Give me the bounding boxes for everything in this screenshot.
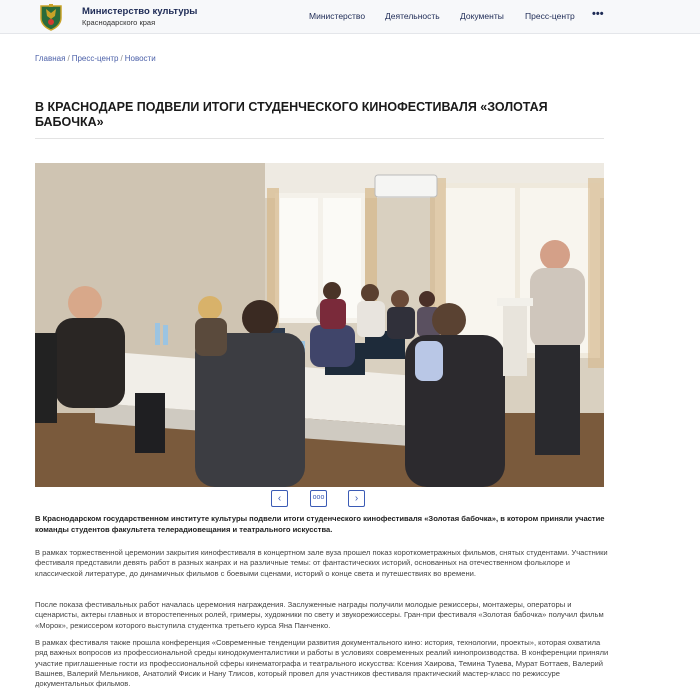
article-paragraph: В рамках торжественной церемонии закрытия кинофестиваля в концертном зале вуза прошел показ короткометражных фильмов, снятых студентами. Участники фестиваля представили девять работ в разных жанрах и на различные темы: от фантастических историй, основанных на отечественном фольклоре и классической литературе, до динамичных фильмов с боевыми сценами, историй о конце света и путешествиях во времени. (35, 548, 608, 578)
article-photo[interactable] (35, 163, 604, 487)
nav-item-ministry[interactable]: Министерство (309, 11, 366, 21)
article-paragraph: В рамках фестиваля также прошла конференция «Современные тенденции развития документального кино: история, технологии, проекты», которая охватила ряд важных вопросов из профессиональной среды кинодокументалистики и работы в условиях современных реалий кинопроизводства. В конференции приняли участие приглашенные гости из профессиональной сферы кинематографа и театрального искусства: Ксения Хаирова, Темина Туаева, Мурат Боттаев, Валерий Вашнев, Валерий Мельников, Анатолий Фисик и Нану Тлисов, который провел для участников фестиваля практический мастер-класс по режиссуре документальных фильмов. (35, 638, 609, 689)
brand-title[interactable]: Министерство культуры (82, 6, 198, 17)
slider-next-button[interactable]: › (348, 490, 365, 507)
more-menu-icon[interactable]: ••• (592, 8, 604, 20)
article-paragraph: После показа фестивальных работ началась церемония награждения. Заслуженные награды получили молодые режиссеры, монтажеры, операторы и сценаристы, актеры главных и второстепенных ролей, гримеры, художники по свету и звукорежиссеры. Гран-при фестиваля «Золотая бабочка» получил фильм «Морок», режиссером которого выступила студентка третьего курса Яна Панченко. (35, 600, 604, 630)
breadcrumb-separator: / (120, 54, 123, 63)
nav-item-press-center[interactable]: Пресс-центр (525, 11, 575, 21)
divider (35, 138, 604, 139)
article-lead: В Краснодарском государственном институте культуры подвели итоги студенческого кинофестиваля «Золотая бабочка», в котором приняли участие команды студентов факультета телерадиовещания и театрального искусства. (35, 514, 605, 534)
breadcrumb-separator: / (67, 54, 70, 63)
nav-item-activity[interactable]: Деятельность (385, 11, 440, 21)
nav-item-documents[interactable]: Документы (460, 11, 504, 21)
breadcrumb-home[interactable]: Главная (35, 54, 66, 63)
site-header (0, 0, 700, 34)
breadcrumb (35, 54, 156, 63)
coat-of-arms-icon[interactable] (38, 3, 64, 31)
slider-dots-indicator[interactable]: ooo (310, 490, 327, 507)
brand-subtitle: Краснодарского края (82, 18, 156, 27)
page-title: В КРАСНОДАРЕ ПОДВЕЛИ ИТОГИ СТУДЕНЧЕСКОГО КИНОФЕСТИВАЛЯ «ЗОЛОТАЯ БАБОЧКА» (35, 100, 548, 129)
breadcrumb-news[interactable]: Новости (124, 54, 156, 63)
breadcrumb-press-center[interactable]: Пресс-центр (71, 54, 119, 63)
slider-prev-button[interactable]: ‹ (271, 490, 288, 507)
